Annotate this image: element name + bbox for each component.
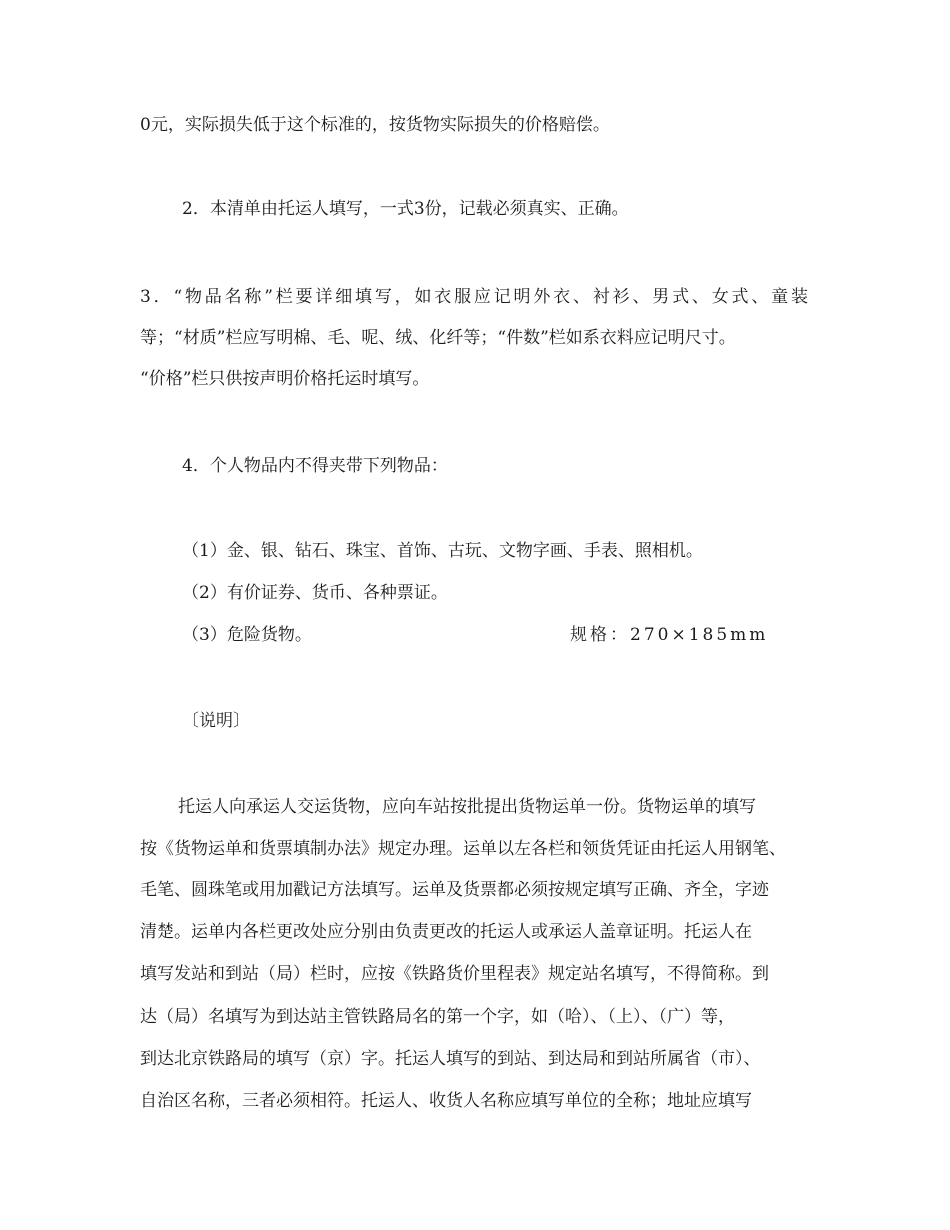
note-3-line-3: “价格”栏只供按声明价格托运时填写。 [140, 369, 430, 389]
explanation-line-5: 填写发站和到站（局）栏时，应按《铁路货价里程表》规定站名填写，不得简称。到 [140, 964, 769, 984]
explanation-line-3: 毛笔、圆珠笔或用加戳记方法填写。运单及货票都必须按规定填写正确、齐全，字迹 [140, 880, 769, 900]
section-heading: 〔说明〕 [182, 711, 250, 731]
prohibited-item-3: （3）危险货物。 [182, 625, 312, 645]
paragraph-continuation: 0元，实际损失低于这个标准的，按货物实际损失的价格赔偿。 [140, 115, 610, 135]
note-2: 2．本清单由托运人填写，一式3份，记载必须真实、正确。 [182, 199, 629, 219]
explanation-line-4: 清楚。运单内各栏更改处应分别由负责更改的托运人或承运人盖章证明。托运人在 [140, 922, 752, 942]
prohibited-item-1: （1）金、银、钻石、珠宝、首饰、古玩、文物字画、手表、照相机。 [182, 541, 703, 561]
prohibited-item-2: （2）有价证券、货币、各种票证。 [182, 583, 448, 603]
explanation-line-2: 按《货物运单和货票填制办法》规定办理。运单以左各栏和领货凭证由托运人用钢笔、 [140, 839, 786, 859]
note-4: 4．个人物品内不得夹带下列物品： [182, 456, 448, 476]
explanation-line-7: 到达北京铁路局的填写（京）字。托运人填写的到站、到达局和到站所属省（市）、 [140, 1049, 761, 1069]
spec-size: 规格：270×185mm [570, 625, 769, 645]
explanation-line-1: 托运人向承运人交运货物，应向车站按批提出货物运单一份。货物运单的填写 [178, 797, 756, 817]
note-3-line-1: 3．“物品名称”栏要详细填写，如衣服应记明外衣、衬衫、男式、女式、童装 [140, 287, 808, 307]
note-3-line-2: 等；“材质”栏应写明棉、毛、呢、绒、化纤等；“件数”栏如系衣料应记明尺寸。 [140, 328, 736, 348]
explanation-line-6: 达（局）名填写为到达站主管铁路局名的第一个字，如（哈）、（上）、（广）等， [140, 1007, 735, 1027]
explanation-line-8: 自治区名称，三者必须相符。托运人、收货人名称应填写单位的全称；地址应填写 [140, 1091, 752, 1111]
